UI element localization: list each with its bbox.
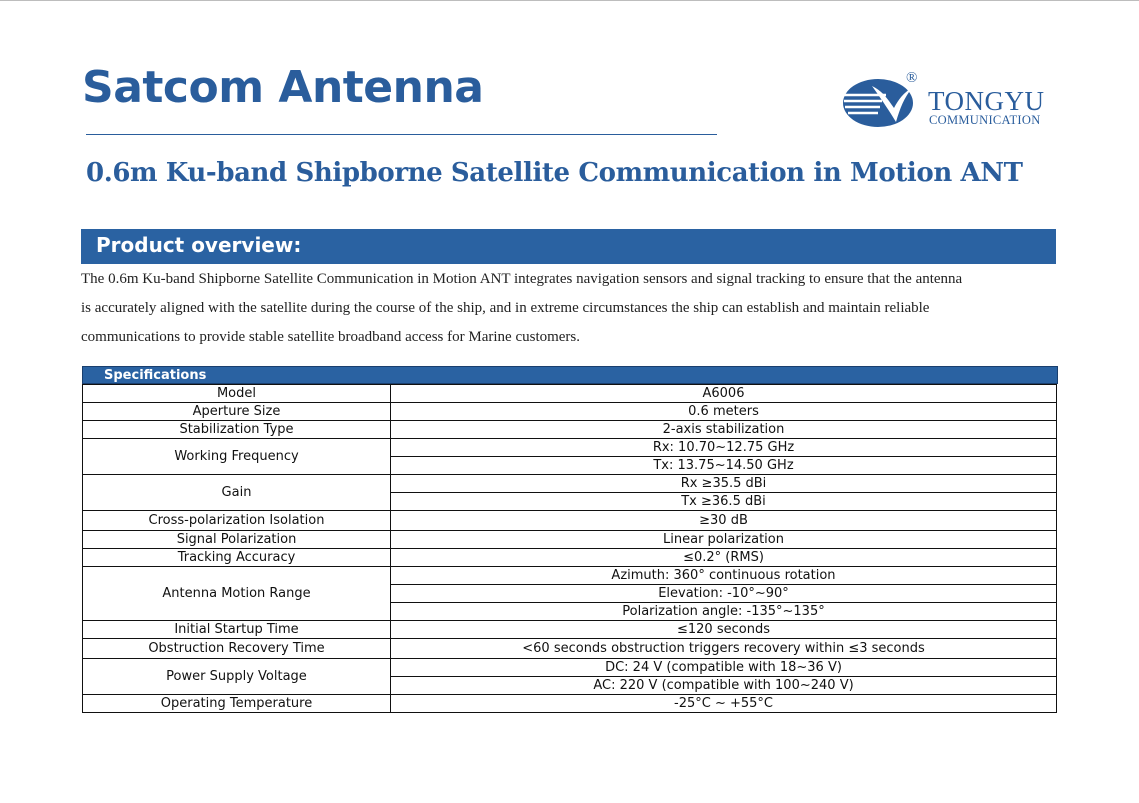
spec-label: Antenna Motion Range <box>83 567 391 621</box>
table-row <box>83 511 1057 531</box>
specifications-table <box>82 384 1057 713</box>
spec-value: Polarization angle: -135°~135° <box>391 603 1057 621</box>
product-overview-banner <box>81 229 1056 264</box>
spec-value: Tx ≥36.5 dBi <box>391 493 1057 511</box>
title-underline <box>86 134 717 135</box>
table-row <box>83 531 1057 549</box>
spec-value: -25°C ~ +55°C <box>391 695 1057 713</box>
table-row <box>83 385 1057 403</box>
table-row <box>83 439 1057 457</box>
specifications-heading: Specifications <box>104 368 207 383</box>
spec-value: 2-axis stabilization <box>391 421 1057 439</box>
spec-value: 0.6 meters <box>391 403 1057 421</box>
spec-value: ≤120 seconds <box>391 621 1057 639</box>
spec-label: Model <box>83 385 391 403</box>
spec-label: Tracking Accuracy <box>83 549 391 567</box>
spec-label: Operating Temperature <box>83 695 391 713</box>
product-overview-text <box>81 265 1061 352</box>
spec-label: Gain <box>83 475 391 511</box>
spec-value: Rx: 10.70~12.75 GHz <box>391 439 1057 457</box>
overview-line: communications to provide stable satellite broadband access for Marine customers. <box>81 329 581 345</box>
spec-label: Cross-polarization Isolation <box>83 511 391 531</box>
overview-line: The 0.6m Ku-band Shipborne Satellite Communication in Motion ANT integrates navigation sensors and signal tracking to ensure that the antenna <box>81 271 963 287</box>
spec-value: Rx ≥35.5 dBi <box>391 475 1057 493</box>
logo-subtitle-text: COMMUNICATION <box>929 113 1041 127</box>
table-row <box>83 403 1057 421</box>
specifications-banner <box>82 366 1058 384</box>
page-title: Satcom Antenna <box>82 62 484 113</box>
table-row <box>83 695 1057 713</box>
spec-label: Aperture Size <box>83 403 391 421</box>
spec-value: <60 seconds obstruction triggers recovery within ≤3 seconds <box>391 639 1057 659</box>
spec-label: Power Supply Voltage <box>83 659 391 695</box>
spec-label: Stabilization Type <box>83 421 391 439</box>
company-logo <box>842 72 1062 132</box>
product-overview-heading: Product overview: <box>96 233 302 257</box>
table-row <box>83 659 1057 677</box>
spec-value: Elevation: -10°~90° <box>391 585 1057 603</box>
table-row <box>83 621 1057 639</box>
table-row <box>83 639 1057 659</box>
spec-value: Linear polarization <box>391 531 1057 549</box>
table-row <box>83 421 1057 439</box>
spec-value: Tx: 13.75~14.50 GHz <box>391 457 1057 475</box>
spec-label: Working Frequency <box>83 439 391 475</box>
spec-value: ≤0.2° (RMS) <box>391 549 1057 567</box>
top-rule <box>0 0 1139 1</box>
tongyu-logo-icon <box>842 78 914 128</box>
spec-value: DC: 24 V (compatible with 18~36 V) <box>391 659 1057 677</box>
spec-value: A6006 <box>391 385 1057 403</box>
overview-line: is accurately aligned with the satellite during the course of the ship, and in extreme circumstances the ship can establish and maintain reliable <box>81 300 930 316</box>
table-row <box>83 549 1057 567</box>
spec-value: ≥30 dB <box>391 511 1057 531</box>
spec-label: Initial Startup Time <box>83 621 391 639</box>
spec-value: AC: 220 V (compatible with 100~240 V) <box>391 677 1057 695</box>
spec-label: Obstruction Recovery Time <box>83 639 391 659</box>
table-row <box>83 567 1057 585</box>
registered-mark: ® <box>906 70 918 86</box>
spec-value: Azimuth: 360° continuous rotation <box>391 567 1057 585</box>
product-title: 0.6m Ku-band Shipborne Satellite Communication in Motion ANT <box>86 158 1023 188</box>
table-row <box>83 475 1057 493</box>
spec-label: Signal Polarization <box>83 531 391 549</box>
logo-brand-text: TONGYU <box>928 86 1045 116</box>
